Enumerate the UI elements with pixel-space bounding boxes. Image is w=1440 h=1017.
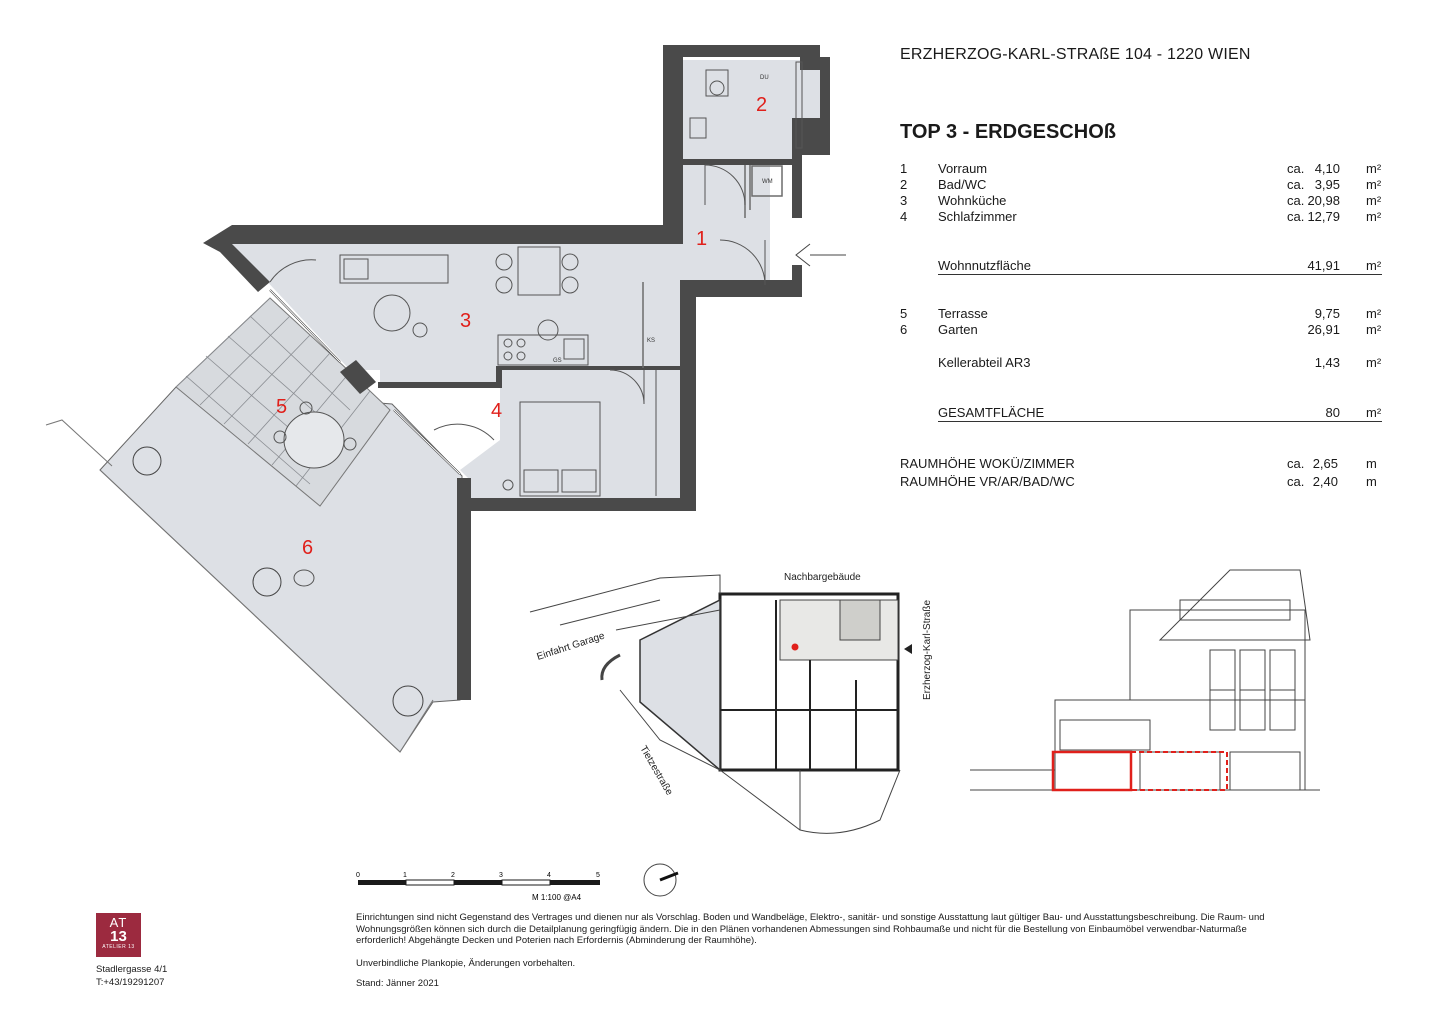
- unit-highlight: [1053, 752, 1131, 790]
- gesamt-label: GESAMTFLÄCHE: [938, 405, 1045, 420]
- logo-text: AT: [109, 915, 128, 930]
- room-area: 20,98: [1307, 193, 1340, 208]
- unit-highlight-dashed: [1131, 752, 1227, 790]
- room-number: 2: [900, 177, 908, 192]
- area-unit: m²: [1366, 306, 1382, 321]
- washing-machine-label: WM: [762, 179, 773, 185]
- logo-number: 13: [110, 928, 127, 945]
- height-value: 2,40: [1312, 474, 1338, 489]
- height-row: [0, 474, 1440, 490]
- approx-label: ca.: [1287, 177, 1305, 192]
- gesamt-row: [0, 405, 1440, 421]
- gesamt-value: 80: [1325, 405, 1340, 420]
- area-unit: m²: [1366, 177, 1382, 192]
- approx-label: ca.: [1287, 209, 1305, 224]
- outdoor-row: [0, 306, 1440, 322]
- room-number: 5: [900, 306, 908, 321]
- room-number-1: 1: [696, 228, 708, 250]
- keller-row: [0, 355, 1440, 371]
- room-area: 9,75: [1314, 306, 1340, 321]
- street-label-main: Erzherzog-Karl-Straße: [922, 599, 933, 700]
- plan-date: Stand: Jänner 2021: [356, 978, 439, 989]
- room-number: 4: [900, 209, 908, 224]
- divider: [938, 421, 1382, 422]
- divider: [938, 274, 1382, 275]
- room-row: [0, 209, 1440, 225]
- room-area: 3,95: [1314, 177, 1340, 192]
- wohnnutzflaeche-value: 41,91: [1307, 258, 1340, 273]
- height-unit: m: [1366, 456, 1377, 471]
- area-unit: m²: [1366, 355, 1382, 370]
- room-name: Schlafzimmer: [938, 209, 1017, 224]
- room-number: 3: [900, 193, 908, 208]
- unit-title: TOP 3 - ERDGESCHOß: [900, 121, 1116, 143]
- dishwasher-label: GS: [553, 358, 562, 364]
- office-address: Stadlergasse 4/1: [96, 964, 168, 975]
- project-address: ERZHERZOG-KARL-STRAßE 104 - 1220 WIEN: [900, 46, 1251, 63]
- scale-tick: 0: [356, 872, 360, 879]
- north-arrow-icon: [644, 864, 678, 896]
- disclaimer: [356, 912, 1346, 947]
- approx-label: ca.: [1287, 456, 1305, 471]
- scale-tick: 2: [451, 872, 455, 879]
- street-label-side: Tietzestraße: [637, 744, 675, 798]
- room-name: Garten: [938, 322, 978, 337]
- building-elevation: [970, 570, 1320, 790]
- room-number: 6: [900, 322, 908, 337]
- room-area: 26,91: [1307, 322, 1340, 337]
- room-name: Wohnküche: [938, 193, 1007, 208]
- room-row: [0, 193, 1440, 209]
- scale-tick: 3: [499, 872, 503, 879]
- room-name: Vorraum: [938, 161, 988, 176]
- height-row: [0, 456, 1440, 472]
- room-number-2: 2: [756, 94, 768, 116]
- room-area: 4,10: [1314, 161, 1340, 176]
- room-row: [0, 177, 1440, 193]
- room-name: Terrasse: [938, 306, 988, 321]
- outdoor-row: [0, 322, 1440, 338]
- approx-label: ca.: [1287, 193, 1305, 208]
- scale-bar: [356, 872, 600, 902]
- area-unit: m²: [1366, 193, 1382, 208]
- wohnnutzflaeche-label: Wohnnutzfläche: [938, 258, 1031, 273]
- height-value: 2,65: [1312, 456, 1338, 471]
- height-label: RAUMHÖHE WOKÜ/ZIMMER: [900, 456, 1075, 471]
- room-number-4: 4: [491, 400, 503, 422]
- approx-label: ca.: [1287, 161, 1305, 176]
- disclaimer-line: erforderlich! Abgehängte Decken und Poterien nach Erfordernis (Abminderung der Raumhöhe).: [356, 935, 757, 947]
- fridge-label: KS: [647, 338, 656, 344]
- keller-label: Kellerabteil AR3: [938, 355, 1031, 370]
- garage-entrance-label: Einfahrt Garage: [535, 630, 607, 663]
- office-phone: T:+43/19291207: [96, 977, 165, 988]
- disclaimer-line: Wohnungsgrößen können sich durch die Detailplanung geringfügig ändern. Die in den Plänen vorhandenen Abmessungen sind Rohbaumaße und nicht für die Bestellung von Einbaumöbel verwendbar-Naturmaße: [356, 923, 1247, 935]
- room-number-5: 5: [276, 396, 288, 418]
- scale-tick: 4: [547, 872, 551, 879]
- neighbor-building-label: Nachbargebäude: [784, 572, 861, 583]
- room-number-3: 3: [460, 310, 472, 332]
- scale-tick: 1: [403, 872, 407, 879]
- area-unit: m²: [1366, 405, 1382, 420]
- keller-value: 1,43: [1314, 355, 1340, 370]
- room-number: 1: [900, 161, 908, 176]
- plan-note: Unverbindliche Plankopie, Änderungen vorbehalten.: [356, 958, 576, 969]
- height-unit: m: [1366, 474, 1377, 489]
- area-unit: m²: [1366, 161, 1382, 176]
- height-label: RAUMHÖHE VR/AR/BAD/WC: [900, 474, 1075, 489]
- room-area: 12,79: [1307, 209, 1340, 224]
- room-row: [0, 161, 1440, 177]
- shower-label: DU: [760, 75, 769, 81]
- scale-label: M 1:100 @A4: [532, 893, 582, 902]
- disclaimer-line: Einrichtungen sind nicht Gegenstand des Vertrages und dienen nur als Vorschlag. Boden und Wandbeläge, Elektro-, sanitär- und sonstige Ausstattung laut gültiger Bau- und Ausstattungsbeschreibung. Die Raum- und: [356, 912, 1265, 923]
- scale-tick: 5: [596, 872, 600, 879]
- area-unit: m²: [1366, 209, 1382, 224]
- wohnnutzflaeche-row: [0, 258, 1440, 274]
- room-name: Bad/WC: [938, 177, 987, 192]
- approx-label: ca.: [1287, 474, 1305, 489]
- area-unit: m²: [1366, 258, 1382, 273]
- logo-subtitle: ATELIER 13: [102, 944, 135, 950]
- company-logo: [96, 913, 141, 957]
- area-unit: m²: [1366, 322, 1382, 337]
- room-number-6: 6: [302, 537, 314, 559]
- site-plan: [530, 572, 933, 833]
